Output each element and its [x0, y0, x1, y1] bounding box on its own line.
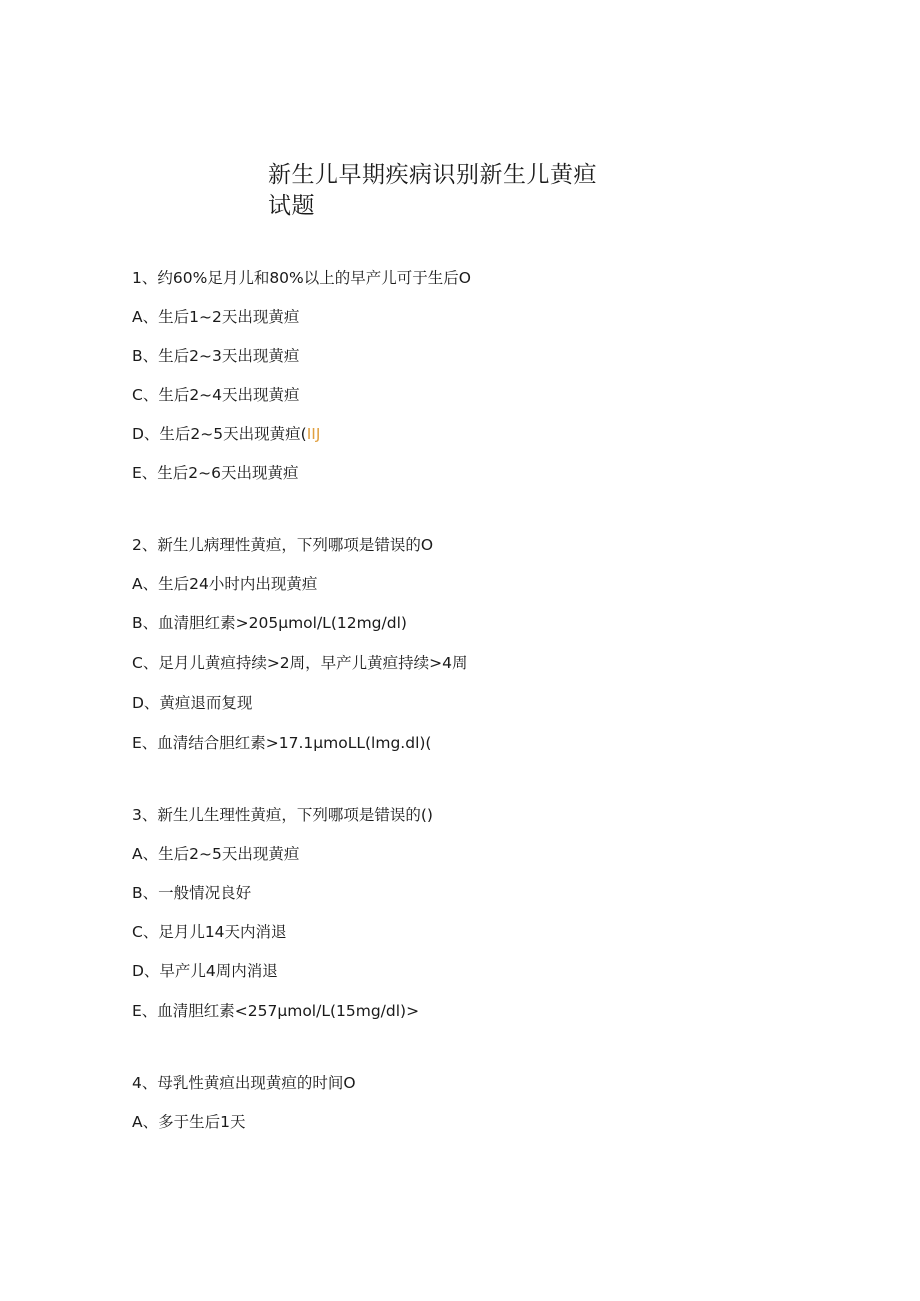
question-2-option-c: C、足月儿黄疸持续>2周，早产儿黄疸持续>4周	[132, 654, 468, 672]
question-3-option-d: D、早产儿4周内消退	[132, 962, 278, 980]
question-1-stem: 1、约60%足月儿和80%以上的早产儿可于生后O	[132, 269, 471, 287]
question-3-option-a: A、生后2~5天出现黄疸	[132, 845, 300, 863]
question-2-option-a: A、生后24小时内出现黄疸	[132, 575, 318, 593]
question-2-option-b: B、血清胆红素>205μmol∕L(12mg∕dl)	[132, 614, 407, 632]
question-3-option-b: B、一般情况良好	[132, 884, 252, 902]
question-1-option-a: A、生后1~2天出现黄疸	[132, 308, 300, 326]
question-2-option-d: D、黄疸退而复现	[132, 694, 253, 712]
question-1-option-d	[132, 424, 320, 444]
title-line-2: 试题	[268, 193, 315, 219]
question-1-option-d-text: D、生后2~5天出现黄疸(	[132, 425, 307, 443]
question-3-stem: 3、新生儿生理性黄疸，下列哪项是错误的()	[132, 806, 433, 824]
question-2-stem: 2、新生儿病理性黄疸，下列哪项是错误的O	[132, 536, 434, 554]
question-4-option-a: A、多于生后1天	[132, 1113, 246, 1131]
title-line-1: 新生儿早期疾病识别新生儿黄疸	[268, 162, 597, 188]
question-3-option-e: E、血清胆红素<257μmol∕L(15mg∕dl)>	[132, 1002, 420, 1020]
question-1-option-b: B、生后2~3天出现黄疸	[132, 347, 300, 365]
question-1-option-e: E、生后2~6天出现黄疸	[132, 464, 299, 482]
page-title	[268, 160, 608, 222]
question-2-option-e: E、血清结合胆红素>17.1μmoLL(lmg.dl)(	[132, 734, 432, 752]
question-3-option-c: C、足月儿14天内消退	[132, 923, 287, 941]
answer-mark: IIJ	[306, 425, 321, 443]
question-4-stem: 4、母乳性黄疸出现黄疸的时间O	[132, 1074, 356, 1092]
question-1-option-c: C、生后2~4天出现黄疸	[132, 386, 300, 404]
